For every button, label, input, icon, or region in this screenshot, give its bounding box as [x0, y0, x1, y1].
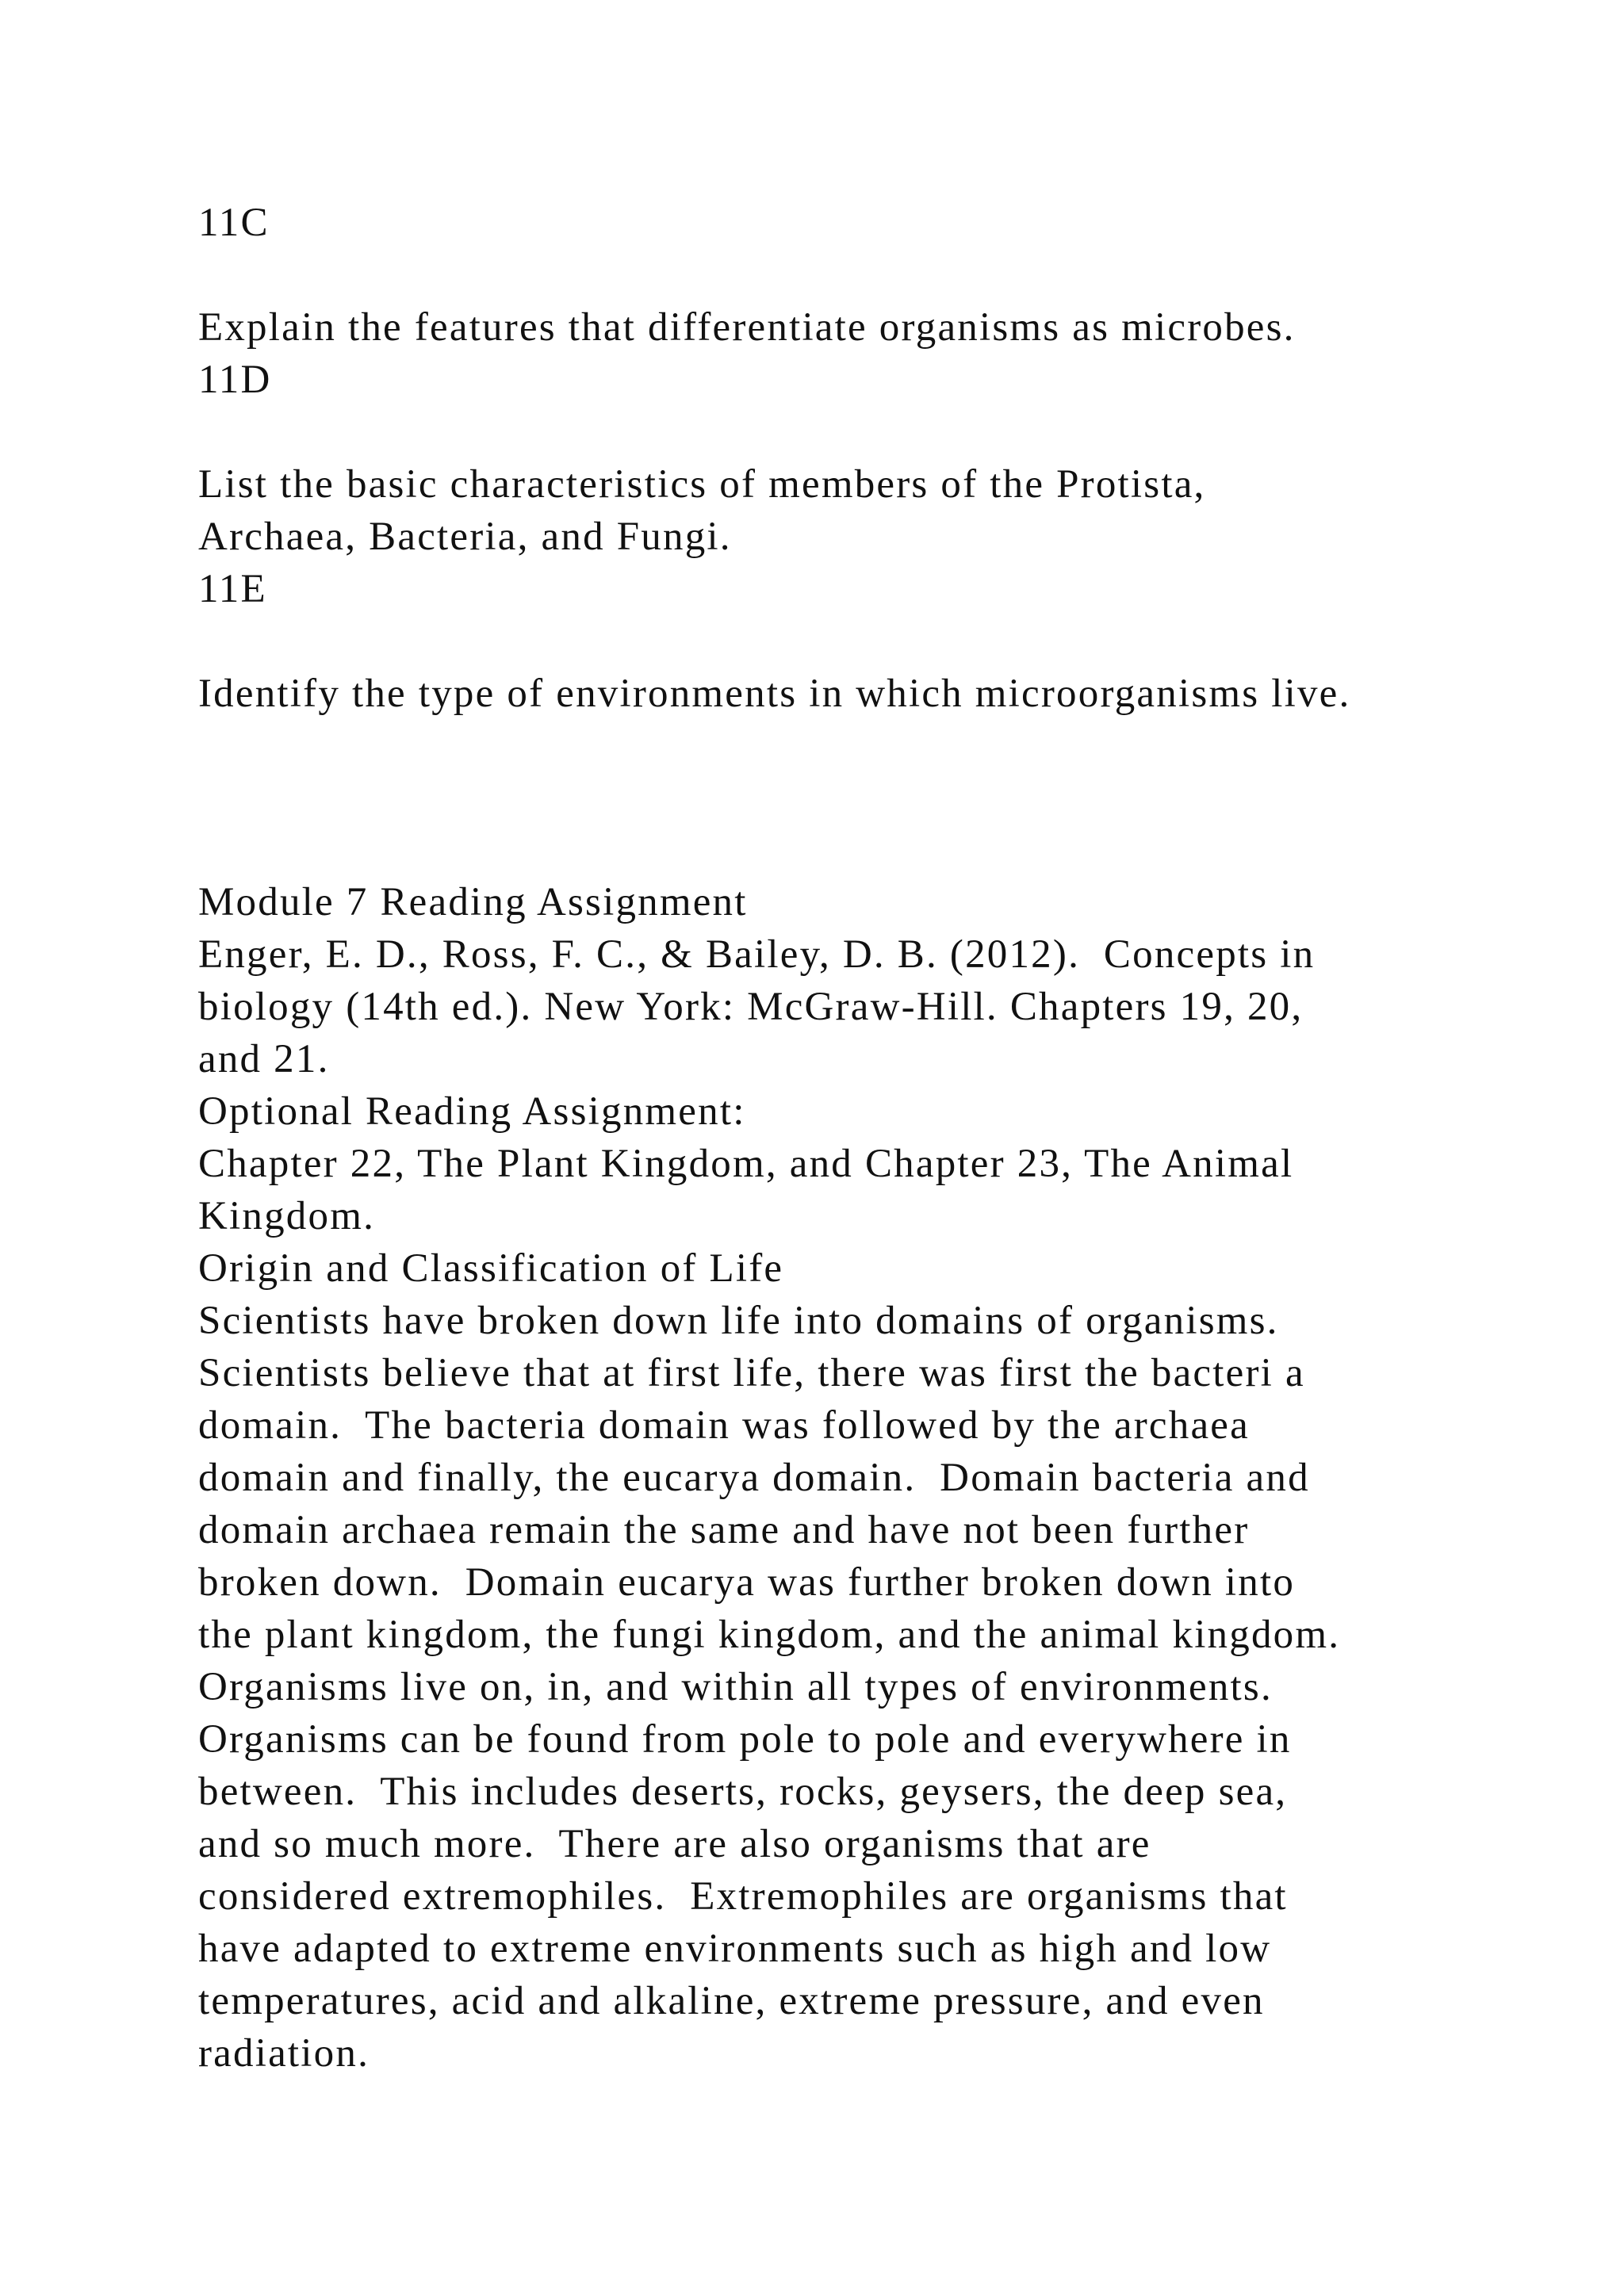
section-body-line-9: Organisms can be found from pole to pole and everywhere in	[198, 1717, 1292, 1762]
section-body-line-4: domain and finally, the eucarya domain. Domain bacteria and	[198, 1456, 1310, 1500]
section-heading: Origin and Classification of Life	[198, 1246, 784, 1291]
section-body-line-8: Organisms live on, in, and within all types of environments.	[198, 1665, 1273, 1709]
objective-code-11d: 11D	[198, 358, 272, 402]
section-body-line-1: Scientists have broken down life into domains of organisms.	[198, 1299, 1279, 1343]
optional-reading-heading: Optional Reading Assignment:	[198, 1089, 746, 1134]
reading-citation-line-2: biology (14th ed.). New York: McGraw-Hill. Chapters 19, 20,	[198, 985, 1304, 1029]
objective-text-11d-line-1: List the basic characteristics of members of the Protista,	[198, 462, 1206, 507]
section-body-line-5: domain archaea remain the same and have not been further	[198, 1508, 1250, 1552]
section-body-line-6: broken down. Domain eucarya was further broken down into	[198, 1560, 1296, 1605]
reading-heading: Module 7 Reading Assignment	[198, 880, 748, 924]
objective-code-11e: 11E	[198, 567, 267, 611]
section-body-line-2: Scientists believe that at first life, there was first the bacteri a	[198, 1351, 1305, 1395]
section-body-line-11: and so much more. There are also organisms that are	[198, 1822, 1151, 1866]
section-body-line-13: have adapted to extreme environments such as high and low	[198, 1927, 1272, 1971]
optional-reading-line-2: Kingdom.	[198, 1194, 376, 1238]
optional-reading-line-1: Chapter 22, The Plant Kingdom, and Chapter 23, The Animal	[198, 1142, 1294, 1186]
objective-text-11d-line-2: Archaea, Bacteria, and Fungi.	[198, 515, 732, 559]
reading-citation-line-3: and 21.	[198, 1037, 330, 1081]
section-body-line-14: temperatures, acid and alkaline, extreme pressure, and even	[198, 1979, 1265, 2023]
section-body-line-15: radiation.	[198, 2031, 370, 2076]
section-body-line-7: the plant kingdom, the fungi kingdom, and the animal kingdom.	[198, 1613, 1341, 1657]
objective-code-11c: 11C	[198, 201, 270, 245]
objective-text-11c: Explain the features that differentiate organisms as microbes.	[198, 305, 1296, 350]
objective-text-11e: Identify the type of environments in which microorganisms live.	[198, 672, 1351, 716]
reading-citation-line-1: Enger, E. D., Ross, F. C., & Bailey, D. B. (2012). Concepts in	[198, 932, 1316, 977]
section-body-line-12: considered extremophiles. Extremophiles are organisms that	[198, 1874, 1288, 1919]
section-body-line-3: domain. The bacteria domain was followed by the archaea	[198, 1403, 1250, 1448]
section-body-line-10: between. This includes deserts, rocks, geysers, the deep sea,	[198, 1770, 1288, 1814]
